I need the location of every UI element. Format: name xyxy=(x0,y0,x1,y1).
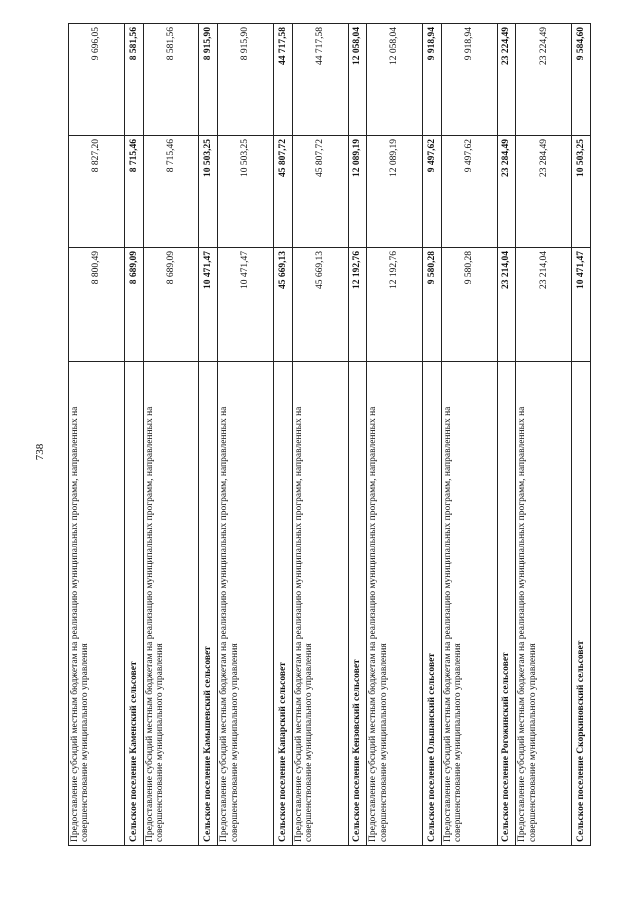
value-col-3: 8 915,90 xyxy=(218,24,274,136)
value-col-3: 23 224,49 xyxy=(497,24,516,136)
subsidy-row xyxy=(218,24,274,846)
settlement-name: Сельское поселение Каменский сельсовет xyxy=(124,362,143,846)
value-col-3: 8 915,90 xyxy=(199,24,218,136)
value-col-1: 45 669,13 xyxy=(292,248,348,362)
settlement-row xyxy=(199,24,218,846)
settlement-name: Сельское поселение Кензовский сельсовет xyxy=(348,362,367,846)
value-col-1: 12 192,76 xyxy=(367,248,423,362)
settlement-name: Сельское поселение Капарский сельсовет xyxy=(274,362,293,846)
value-col-1: 23 214,04 xyxy=(516,248,572,362)
settlement-name: Сельское поселение Скоркиновский сельсовет xyxy=(572,362,591,846)
value-col-3: 9 584,60 xyxy=(572,24,591,136)
subsidy-row xyxy=(367,24,423,846)
subsidy-description: Предоставление субсидий местным бюджетам на реализацию муниципальных программ, направленных на совершенствование муниципального управления xyxy=(441,362,497,846)
value-col-2: 23 284,49 xyxy=(497,136,516,248)
value-col-1: 10 471,47 xyxy=(218,248,274,362)
subsidy-description: Предоставление субсидий местным бюджетам на реализацию муниципальных программ, направленных на совершенствование муниципального управления xyxy=(367,362,423,846)
settlement-row xyxy=(274,24,293,846)
value-col-1: 9 580,28 xyxy=(423,248,442,362)
settlement-row xyxy=(497,24,516,846)
value-col-1: 8 689,09 xyxy=(124,248,143,362)
value-col-2: 45 807,72 xyxy=(274,136,293,248)
budget-table xyxy=(68,23,591,846)
settlement-row xyxy=(348,24,367,846)
value-col-3: 9 918,94 xyxy=(441,24,497,136)
value-col-2: 9 497,62 xyxy=(441,136,497,248)
value-col-1: 45 669,13 xyxy=(274,248,293,362)
value-col-1: 8 689,09 xyxy=(143,248,199,362)
value-col-2: 8 715,46 xyxy=(124,136,143,248)
value-col-2: 10 503,25 xyxy=(218,136,274,248)
subsidy-description: Предоставление субсидий местным бюджетам на реализацию муниципальных программ, направленных на совершенствование муниципального управления xyxy=(516,362,572,846)
subsidy-row xyxy=(292,24,348,846)
subsidy-description: Предоставление субсидий местным бюджетам на реализацию муниципальных программ, направленных на совершенствование муниципального управления xyxy=(218,362,274,846)
value-col-1: 23 214,04 xyxy=(497,248,516,362)
value-col-3: 44 717,58 xyxy=(292,24,348,136)
table-body xyxy=(69,24,591,846)
rotated-table-frame xyxy=(68,24,590,846)
value-col-2: 10 503,25 xyxy=(572,136,591,248)
value-col-3: 12 058,04 xyxy=(348,24,367,136)
settlement-name: Сельское поселение Рогожинский сельсовет xyxy=(497,362,516,846)
value-col-2: 23 284,49 xyxy=(516,136,572,248)
value-col-1: 8 800,49 xyxy=(69,248,125,362)
value-col-2: 45 807,72 xyxy=(292,136,348,248)
value-col-3: 9 918,94 xyxy=(423,24,442,136)
value-col-2: 9 497,62 xyxy=(423,136,442,248)
value-col-3: 8 581,56 xyxy=(143,24,199,136)
subsidy-row xyxy=(69,24,125,846)
subsidy-row xyxy=(143,24,199,846)
value-col-2: 12 089,19 xyxy=(348,136,367,248)
value-col-3: 12 058,04 xyxy=(367,24,423,136)
settlement-name: Сельское поселение Камышевский сельсовет xyxy=(199,362,218,846)
settlement-name: Сельское поселение Ольшанский сельсовет xyxy=(423,362,442,846)
subsidy-description: Предоставление субсидий местным бюджетам на реализацию муниципальных программ, направленных на совершенствование муниципального управления xyxy=(69,362,125,846)
value-col-2: 8 827,20 xyxy=(69,136,125,248)
value-col-1: 9 580,28 xyxy=(441,248,497,362)
value-col-3: 9 696,05 xyxy=(69,24,125,136)
subsidy-row xyxy=(441,24,497,846)
value-col-3: 8 581,56 xyxy=(124,24,143,136)
value-col-1: 10 471,47 xyxy=(199,248,218,362)
page-number: 738 xyxy=(34,443,46,461)
value-col-2: 10 503,25 xyxy=(199,136,218,248)
table-container xyxy=(68,24,590,846)
value-col-2: 12 089,19 xyxy=(367,136,423,248)
subsidy-row xyxy=(516,24,572,846)
subsidy-description: Предоставление субсидий местным бюджетам на реализацию муниципальных программ, направленных на совершенствование муниципального управления xyxy=(292,362,348,846)
value-col-3: 23 224,49 xyxy=(516,24,572,136)
settlement-row xyxy=(572,24,591,846)
value-col-1: 10 471,47 xyxy=(572,248,591,362)
settlement-row xyxy=(423,24,442,846)
value-col-1: 12 192,76 xyxy=(348,248,367,362)
value-col-3: 44 717,58 xyxy=(274,24,293,136)
subsidy-description: Предоставление субсидий местным бюджетам на реализацию муниципальных программ, направленных на совершенствование муниципального управления xyxy=(143,362,199,846)
settlement-row xyxy=(124,24,143,846)
value-col-2: 8 715,46 xyxy=(143,136,199,248)
